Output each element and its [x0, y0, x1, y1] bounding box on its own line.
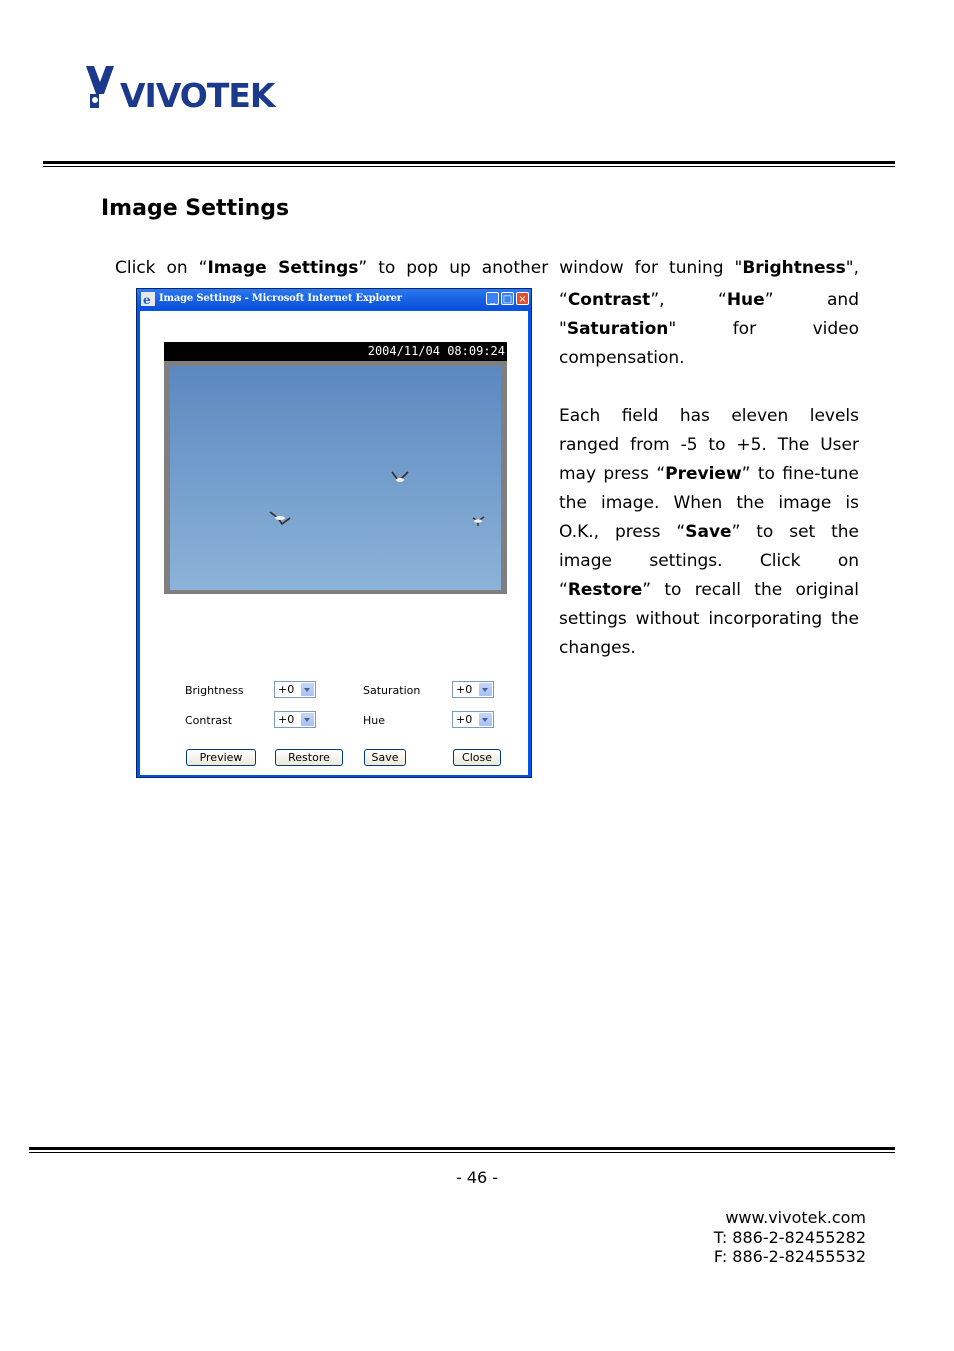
chevron-down-icon [479, 713, 492, 726]
brightness-label: Brightness [185, 684, 244, 697]
window-titlebar [137, 289, 531, 309]
saturation-label: Saturation [363, 684, 421, 697]
phone-text: T: 886-2-82455282 [713, 1227, 866, 1247]
website-text: www.vivotek.com [725, 1208, 866, 1227]
image-settings-window [136, 288, 532, 778]
chevron-down-icon [479, 683, 492, 696]
description-text [559, 286, 859, 663]
svg-text:e: e [143, 293, 151, 306]
minimize-button[interactable]: _ [486, 292, 499, 305]
window-title: Image Settings - Microsoft Internet Explorer [159, 293, 402, 304]
hue-label: Hue [363, 714, 386, 727]
save-button[interactable]: Save [364, 749, 406, 766]
video-timestamp-bar [164, 342, 507, 361]
restore-button[interactable]: Restore [275, 749, 343, 766]
section-title: Image Settings [101, 196, 290, 221]
vivotek-logo [84, 60, 294, 116]
hue-select[interactable]: +0 [452, 711, 494, 728]
brightness-select[interactable]: +0 [274, 681, 316, 698]
svg-text:VIVOTEK: VIVOTEK [120, 76, 275, 115]
ie-icon [141, 292, 155, 306]
fax-text: F: 886-2-82455532 [713, 1247, 866, 1266]
video-timestamp: 2004/11/04 08:09:24 [367, 344, 505, 358]
close-button[interactable]: Close [453, 749, 501, 766]
saturation-select[interactable]: +0 [452, 681, 494, 698]
maximize-button[interactable]: □ [502, 294, 513, 305]
video-preview [164, 361, 507, 594]
footer-divider [29, 1147, 895, 1153]
contrast-label: Contrast [185, 714, 233, 727]
window-close-button[interactable]: × [516, 292, 529, 305]
preview-button[interactable]: Preview [186, 749, 256, 766]
intro-paragraph: Click on “Image Settings” to pop up another window for tuning "Brightness", [115, 258, 859, 278]
header-divider [43, 161, 895, 167]
contact-info [714, 1208, 866, 1267]
sky-image [170, 366, 501, 590]
window-client-area [140, 311, 528, 775]
page-number: - 46 - [455, 1168, 499, 1187]
chevron-down-icon [301, 713, 314, 726]
description-paragraph-2: Each field has eleven levels ranged from -5 to +5. The User may press “Preview” to fine-tune the image. When the image is O.K., press “Save” to set the image settings. Click on “Restore” to recall the original settings without incorporating the changes. [559, 406, 860, 658]
chevron-down-icon [301, 683, 314, 696]
contrast-select[interactable]: +0 [274, 711, 316, 728]
description-paragraph-1: “Contrast”, “Hue” and "Saturation" for video compensation. [559, 290, 859, 368]
